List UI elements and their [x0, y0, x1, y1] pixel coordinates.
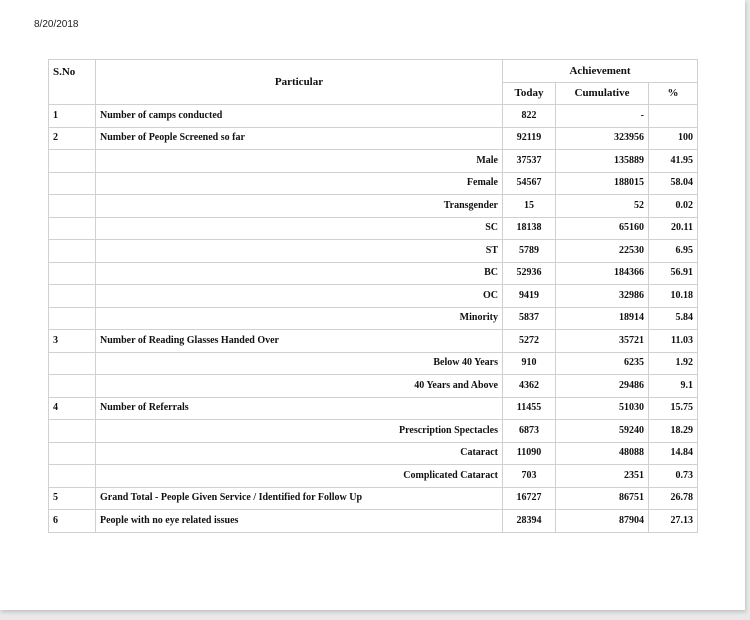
sno-cell: 5 [49, 487, 96, 510]
cumulative-cell: 29486 [556, 375, 649, 398]
cumulative-cell: 51030 [556, 397, 649, 420]
sno-cell [49, 240, 96, 263]
percent-cell: 6.95 [649, 240, 698, 263]
sno-cell [49, 465, 96, 488]
today-cell: 54567 [503, 172, 556, 195]
percent-cell: 15.75 [649, 397, 698, 420]
cumulative-cell: 2351 [556, 465, 649, 488]
table-row [49, 510, 698, 533]
sno-cell [49, 285, 96, 308]
sub-particular-cell: Below 40 Years [96, 352, 503, 375]
table-body [49, 105, 698, 533]
particular-cell: People with no eye related issues [96, 510, 503, 533]
table-row [49, 262, 698, 285]
particular-cell: Number of camps conducted [96, 105, 503, 128]
cumulative-cell: 48088 [556, 442, 649, 465]
sub-particular-cell: Prescription Spectacles [96, 420, 503, 443]
col-header-cumulative: Cumulative [556, 82, 649, 105]
cumulative-cell: 87904 [556, 510, 649, 533]
sno-cell: 3 [49, 330, 96, 353]
table-row [49, 217, 698, 240]
percent-cell: 27.13 [649, 510, 698, 533]
table-row [49, 105, 698, 128]
sub-particular-cell: 40 Years and Above [96, 375, 503, 398]
cumulative-cell: 323956 [556, 127, 649, 150]
cumulative-cell: 52 [556, 195, 649, 218]
table-row [49, 172, 698, 195]
table-row [49, 150, 698, 173]
cumulative-cell: 65160 [556, 217, 649, 240]
table-row [49, 375, 698, 398]
today-cell: 15 [503, 195, 556, 218]
sno-cell: 1 [49, 105, 96, 128]
sub-particular-cell: Transgender [96, 195, 503, 218]
today-cell: 9419 [503, 285, 556, 308]
today-cell: 5789 [503, 240, 556, 263]
particular-cell: Grand Total - People Given Service / Identified for Follow Up [96, 487, 503, 510]
today-cell: 11455 [503, 397, 556, 420]
table-row [49, 442, 698, 465]
percent-cell: 10.18 [649, 285, 698, 308]
today-cell: 703 [503, 465, 556, 488]
cumulative-cell: 59240 [556, 420, 649, 443]
sno-cell: 4 [49, 397, 96, 420]
sub-particular-cell: ST [96, 240, 503, 263]
today-cell: 5272 [503, 330, 556, 353]
sub-particular-cell: Complicated Cataract [96, 465, 503, 488]
sub-particular-cell: Female [96, 172, 503, 195]
sno-cell [49, 375, 96, 398]
sno-cell [49, 150, 96, 173]
particular-cell: Number of Referrals [96, 397, 503, 420]
cumulative-cell: 86751 [556, 487, 649, 510]
cumulative-cell: 184366 [556, 262, 649, 285]
percent-cell: 0.73 [649, 465, 698, 488]
sub-particular-cell: Minority [96, 307, 503, 330]
sub-particular-cell: Male [96, 150, 503, 173]
sub-particular-cell: Cataract [96, 442, 503, 465]
sno-cell: 2 [49, 127, 96, 150]
cumulative-cell: 32986 [556, 285, 649, 308]
percent-cell: 9.1 [649, 375, 698, 398]
achievement-table [48, 59, 698, 533]
sub-particular-cell: OC [96, 285, 503, 308]
today-cell: 11090 [503, 442, 556, 465]
table-row [49, 307, 698, 330]
cumulative-cell: 188015 [556, 172, 649, 195]
print-date: 8/20/2018 [34, 19, 79, 30]
sno-cell [49, 307, 96, 330]
percent-cell: 0.02 [649, 195, 698, 218]
cumulative-cell: 6235 [556, 352, 649, 375]
percent-cell: 14.84 [649, 442, 698, 465]
col-header-sno: S.No [49, 60, 96, 105]
percent-cell: 11.03 [649, 330, 698, 353]
col-header-particular: Particular [96, 60, 503, 105]
sno-cell [49, 195, 96, 218]
table-row [49, 195, 698, 218]
today-cell: 6873 [503, 420, 556, 443]
sno-cell [49, 442, 96, 465]
today-cell: 5837 [503, 307, 556, 330]
sno-cell [49, 172, 96, 195]
sno-cell [49, 352, 96, 375]
today-cell: 910 [503, 352, 556, 375]
table-row [49, 397, 698, 420]
percent-cell: 58.04 [649, 172, 698, 195]
today-cell: 18138 [503, 217, 556, 240]
cumulative-cell: 22530 [556, 240, 649, 263]
percent-cell: 41.95 [649, 150, 698, 173]
table-row [49, 330, 698, 353]
today-cell: 822 [503, 105, 556, 128]
today-cell: 28394 [503, 510, 556, 533]
percent-cell: 26.78 [649, 487, 698, 510]
percent-cell: 20.11 [649, 217, 698, 240]
cumulative-cell: 35721 [556, 330, 649, 353]
today-cell: 37537 [503, 150, 556, 173]
sno-cell [49, 217, 96, 240]
table-row [49, 127, 698, 150]
table-row [49, 420, 698, 443]
sub-particular-cell: SC [96, 217, 503, 240]
percent-cell: 1.92 [649, 352, 698, 375]
particular-cell: Number of People Screened so far [96, 127, 503, 150]
col-header-percent: % [649, 82, 698, 105]
today-cell: 52936 [503, 262, 556, 285]
table-row [49, 285, 698, 308]
cumulative-cell: - [556, 105, 649, 128]
percent-cell [649, 105, 698, 128]
percent-cell: 56.91 [649, 262, 698, 285]
today-cell: 16727 [503, 487, 556, 510]
table-row [49, 465, 698, 488]
percent-cell: 18.29 [649, 420, 698, 443]
table-row [49, 487, 698, 510]
col-header-achievement: Achievement [503, 60, 698, 83]
today-cell: 4362 [503, 375, 556, 398]
sno-cell [49, 262, 96, 285]
sub-particular-cell: BC [96, 262, 503, 285]
table-row [49, 240, 698, 263]
cumulative-cell: 18914 [556, 307, 649, 330]
percent-cell: 5.84 [649, 307, 698, 330]
col-header-today: Today [503, 82, 556, 105]
particular-cell: Number of Reading Glasses Handed Over [96, 330, 503, 353]
table-row [49, 352, 698, 375]
percent-cell: 100 [649, 127, 698, 150]
cumulative-cell: 135889 [556, 150, 649, 173]
sno-cell: 6 [49, 510, 96, 533]
sno-cell [49, 420, 96, 443]
today-cell: 92119 [503, 127, 556, 150]
